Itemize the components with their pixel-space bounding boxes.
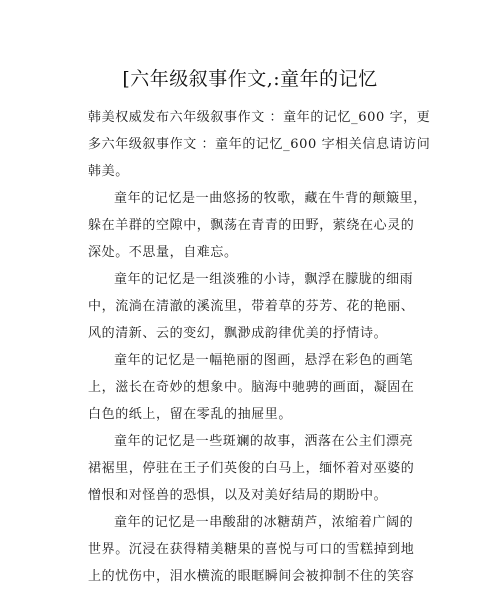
paragraph-line: 韩美。 — [88, 164, 129, 179]
paragraph-line: 上的忧伤中，泪水横流的眼眶瞬间会被抑制不住的笑容 — [88, 569, 415, 584]
paragraph-line: 童年的记忆是一曲悠扬的牧歌，藏在牛背的颠簸里， — [114, 191, 427, 206]
paragraph-stories — [88, 428, 428, 509]
paragraph-line: 童年的记忆是一组淡雅的小诗，飘浮在朦胧的细雨 — [114, 272, 414, 287]
paragraph-line: 韩美权威发布六年级叙事作文 ：童年的记忆_600 字，更 — [88, 110, 431, 125]
paragraph-line: 憎恨和对怪兽的恐惧，以及对美好结局的期盼中。 — [88, 488, 388, 503]
paragraph-poem — [88, 266, 428, 347]
paragraph-pastoral-song — [88, 185, 428, 266]
paragraph-line: 躲在羊群的空隙中，飘荡在青青的田野，萦绕在心灵的 — [88, 218, 415, 233]
paragraph-line: 上，滋长在奇妙的想象中。脑海中驰骋的画面，凝固在 — [88, 380, 415, 395]
paragraph-intro — [88, 104, 431, 185]
paragraph-line: 童年的记忆是一些斑斓的故事，洒落在公主们漂亮 — [114, 434, 414, 449]
paragraph-painting — [88, 347, 428, 428]
paragraph-line: 中，流淌在清澈的溪流里，带着草的芬芳、花的艳丽、 — [88, 299, 415, 314]
paragraph-line: 裙裾里，停驻在王子们英俊的白马上，缅怀着对巫婆的 — [88, 461, 415, 476]
paragraph-line: 多六年级叙事作文 ：童年的记忆_600 字相关信息请访问 — [88, 137, 431, 152]
paragraph-line: 白色的纸上，留在零乱的抽屉里。 — [88, 407, 293, 422]
paragraph-line: 童年的记忆是一串酸甜的冰糖葫芦，浓缩着广阔的 — [114, 515, 414, 530]
document-title: [六年级叙事作文,:童年的记忆 — [122, 68, 378, 90]
document-body — [88, 104, 431, 590]
paragraph-line: 童年的记忆是一幅艳丽的图画，悬浮在彩色的画笔 — [114, 353, 414, 368]
paragraph-line: 风的清新、云的变幻，飘渺成韵律优美的抒情诗。 — [88, 326, 388, 341]
paragraph-line: 世界。沉浸在获得精美糖果的喜悦与可口的雪糕掉到地 — [88, 542, 415, 557]
paragraph-candied-haws — [88, 509, 428, 590]
paragraph-line: 深处。不思量，自难忘。 — [88, 245, 238, 260]
